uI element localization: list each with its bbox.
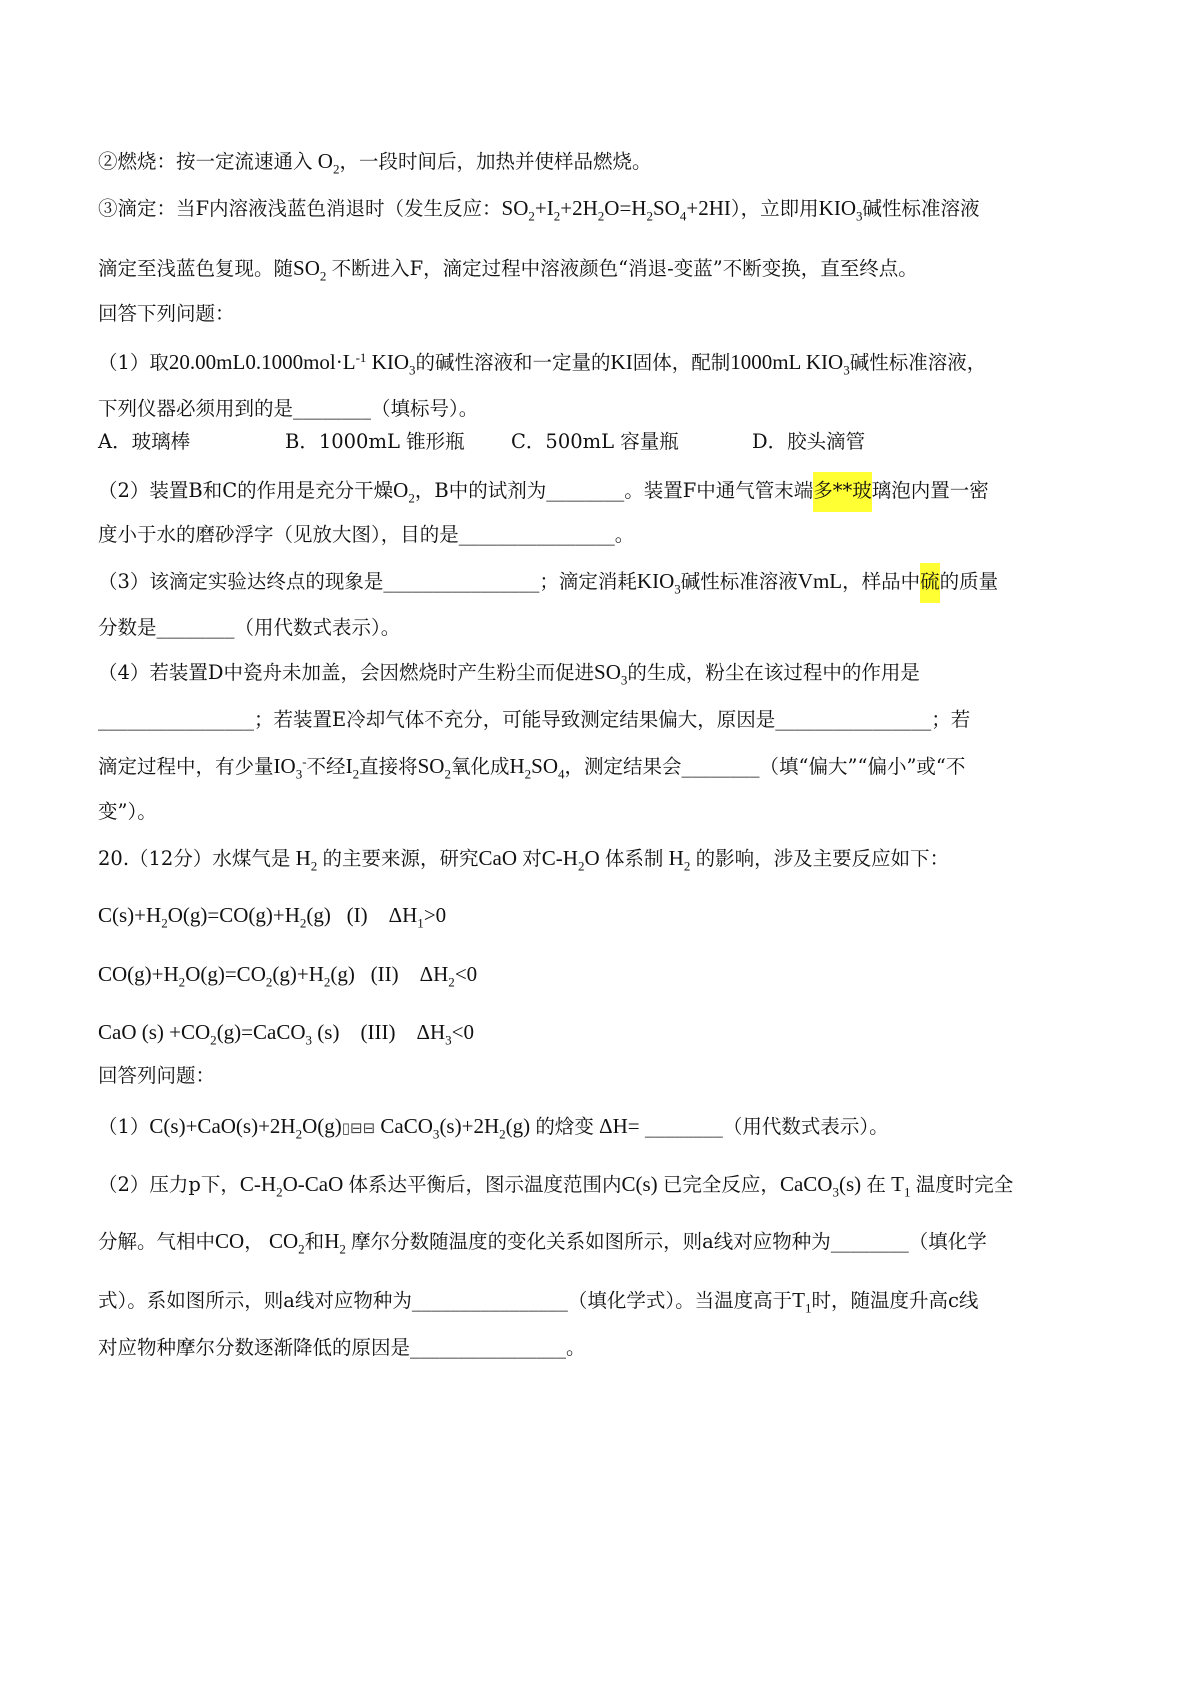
q20-part2 [98, 1169, 1013, 1200]
text: 体系达平衡后，图示温度范围内 [348, 1173, 622, 1196]
text: （3）该滴定实验达终点的现象是________________；滴定消耗 [98, 570, 637, 593]
q19-part1-cont: 下列仪器必须用到的是________（填标号）。 [98, 397, 479, 420]
text: ________（用代数式表示）。 [644, 1115, 889, 1138]
option-a: A．玻璃棒 [98, 430, 191, 453]
formula-so2: $SO_2$ [417, 754, 451, 782]
text: 时，随温度升高c线 [811, 1289, 979, 1312]
q20-part1 [98, 1111, 889, 1143]
formula-co2: $CO_2$ [263, 1229, 305, 1257]
text: 滴定至浅蓝色复现。随 [98, 257, 294, 280]
text: ， [244, 1230, 264, 1253]
formula-reaction: $SO_2+I_2+2H_2O=H_2SO_4+2HI$ [501, 196, 731, 224]
reaction-1: $C(s)+H_2O(g)=CO(g)+H_2(g)$ (I) $\Delta H_1>0$ [98, 903, 447, 931]
q19-part3-cont: 分数是________（用代数式表示）。 [98, 616, 401, 639]
text: 固体，配制 [632, 351, 731, 374]
text: （2）装置B和C的作用是充分干燥 [98, 479, 394, 502]
reaction-2: $CO(g)+H_2O(g)=CO_2(g)+H_2(g)$ (II) $\Delta H_2<0$ [98, 962, 478, 990]
formula-o2: $O_2$ [312, 149, 340, 177]
text: 在 [866, 1173, 886, 1196]
text: 不断进入F，滴定过程中溶液颜色“消退-变蓝”不断变换，直至终点。 [331, 257, 918, 280]
formula-i2: $I_2$ [345, 754, 360, 782]
formula-dh: ΔH= [593, 1114, 645, 1138]
reaction-label: (I) [346, 903, 368, 927]
option-d: D．胶头滴管 [752, 430, 866, 453]
text: ，测定结果会________（填“偏大”“偏小”或“不 [564, 755, 966, 778]
q19-part4-cont: ________________；若装置E冷却气体不充分，可能导致测定结果偏大，原因是________________；若 [98, 708, 971, 731]
highlighted-text: 硫 [920, 563, 940, 603]
formula-so3: $SO_3$ [594, 660, 628, 688]
formula-io3: $IO_3^-$ [273, 753, 307, 782]
q20-part2-cont [98, 1226, 987, 1257]
formula-system: $C-H_2O$-CaO [239, 1172, 349, 1200]
formula-h2: $H_2$ [663, 846, 691, 874]
text: 20.（12分）水煤气是 [98, 847, 291, 870]
reaction-sign: >0 [423, 903, 447, 927]
text: ③滴定：当F内溶液浅蓝色消退时（发生反应： [98, 197, 502, 220]
text: 已完全反应， [662, 1173, 780, 1196]
text: 碱性标准溶液， [849, 351, 987, 374]
text: （1）取 [98, 351, 169, 374]
formula-cao: CaO [478, 846, 523, 870]
text: 分解。气相中 [98, 1230, 216, 1253]
text: 式）。系如图所示，则a线对应物种为________________（填化学式）。当温度高于 [98, 1289, 793, 1312]
q19-step2 [98, 146, 651, 177]
option-b: B．1000mL 锥形瓶 [285, 430, 465, 453]
q20-intro [98, 843, 949, 874]
q19-part3 [98, 563, 998, 603]
volume: 1000mL [730, 350, 801, 374]
text: （1） [98, 1115, 150, 1138]
q19-part4 [98, 657, 920, 688]
highlighted-text: 多**玻 [813, 472, 872, 512]
text: 对 [522, 847, 542, 870]
amount: 20.00mL0.1000mol·L [168, 350, 356, 374]
formula-volume: 1000mL $KIO_3$ [730, 350, 850, 378]
text: 的生成，粉尘在该过程中的作用是 [627, 661, 920, 684]
option-c: C．500mL 容量瓶 [511, 430, 679, 453]
reaction-label: (III) [360, 1020, 396, 1044]
text: 温度时完全 [915, 1173, 1014, 1196]
q19-part4-cont2 [98, 751, 965, 782]
text: ，B中的试剂为________。装置F中通气管末端 [414, 479, 814, 502]
text: 滴定过程中，有少量 [98, 755, 274, 778]
text: 璃泡内置一密 [871, 479, 989, 502]
text: 的主要来源，研究 [322, 847, 479, 870]
q19-part2-cont: 度小于水的磨砂浮字（见放大图），目的是________________。 [98, 523, 635, 546]
q20-part2-cont2 [98, 1285, 978, 1316]
text: 氧化成 [450, 755, 510, 778]
equilibrium-arrow-glyph: ▯⊟⊟ [341, 1119, 376, 1137]
text: ②燃烧：按一定流速通入 [98, 150, 313, 173]
formula-co: CO [215, 1229, 245, 1253]
reaction-3: CaO $(s) +CO_2(g)=CaCO_3$ (s) (III) $\Delta H_3<0$ [98, 1020, 474, 1048]
formula-overall: $C(s)+CaO(s)+2H_2O(g)▯⊟⊟$ $CaCO_3(s)+2H_2(g)$ [149, 1114, 536, 1142]
formula-h2: $H_2$ [324, 1229, 346, 1257]
reaction-label: (II) [370, 962, 399, 986]
formula-system: $C-H_2O$ [541, 846, 605, 874]
reaction-sign: <0 [451, 1020, 474, 1044]
formula-cs: C(s) [621, 1172, 663, 1196]
formula-h2so4: $H_2SO_4$ [509, 754, 565, 782]
reaction-sign: <0 [454, 962, 478, 986]
q19-options [98, 427, 1098, 457]
text: （4）若装置D中瓷舟未加盖，会因燃烧时产生粉尘而促进 [98, 661, 595, 684]
text: 不经 [306, 755, 346, 778]
text: 碱性标准溶液 [680, 570, 798, 593]
text: 的影响，涉及主要反应如下： [695, 847, 950, 870]
formula-o2: $O_2$ [393, 478, 415, 506]
text: 的碱性溶液和一定量的 [415, 351, 611, 374]
q20-answer-intro: 回答列问题： [98, 1064, 216, 1087]
text: 摩尔分数随温度的变化关系如图所示，则a线对应物种为________（填化学 [351, 1230, 987, 1253]
text: ），立即用 [730, 197, 819, 220]
formula-t1: $T_1$ [792, 1288, 812, 1316]
formula-caco3: CaCO$_3$(s) [779, 1172, 867, 1200]
q19-answer-intro: 回答下列问题： [98, 302, 235, 325]
formula-amount: $20.00mL0.1000mol\cdot L^{-1}$ $KIO_3$ [168, 349, 416, 378]
q19-step3 [98, 193, 980, 224]
text: 和 [304, 1230, 325, 1253]
text: 的焓变 [535, 1115, 594, 1138]
text: 直接将 [359, 755, 418, 778]
formula-vml: VmL [797, 569, 843, 593]
text: 的质量 [939, 570, 999, 593]
q19-part2 [98, 472, 989, 512]
formula-so2: $SO_2$ [293, 256, 327, 284]
text: （2）压力p下， [98, 1173, 240, 1196]
q19-part4-cont3: 变”）。 [98, 800, 157, 823]
text: ，一段时间后，加热并使样品燃烧。 [339, 150, 652, 173]
q19-step3-cont [98, 253, 918, 284]
text: 碱性标准溶液 [862, 197, 980, 220]
q19-part1 [98, 347, 986, 378]
formula-kio3: $KIO_3$ [636, 569, 681, 597]
formula-t1: $T_1$ [885, 1172, 911, 1200]
text: 体系制 [604, 847, 664, 870]
text: ，样品中 [842, 570, 921, 593]
q20-part2-cont3: 对应物种摩尔分数逐渐降低的原因是________________。 [98, 1336, 586, 1359]
formula-ki: KI [610, 350, 633, 374]
formula-h2: $H_2$ [290, 846, 318, 874]
formula-kio3: $KIO_3$ [818, 196, 863, 224]
